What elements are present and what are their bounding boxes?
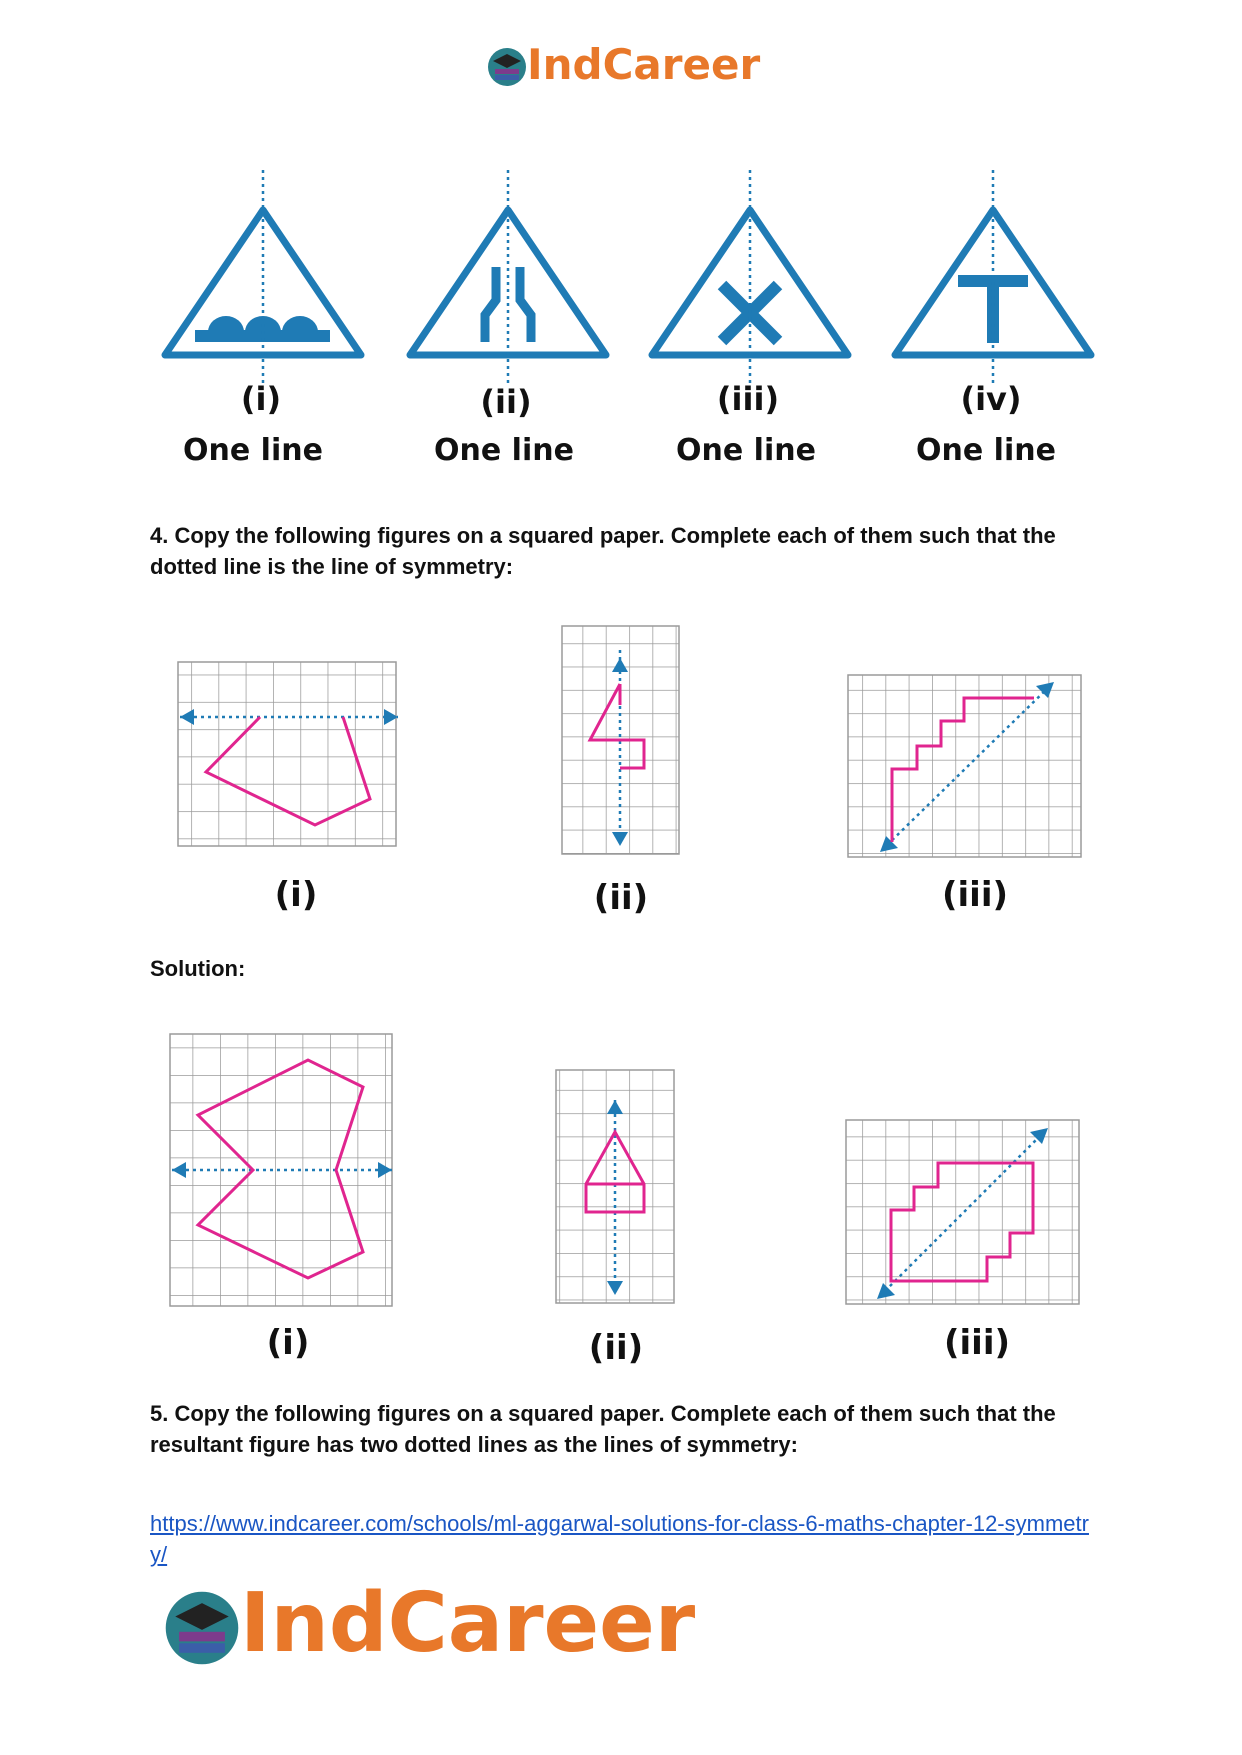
- sign-caption-i: One line: [183, 433, 323, 468]
- graduation-cap-icon: [485, 45, 529, 89]
- road-signs-svg: [150, 165, 1100, 375]
- sign-label-ii: (ii): [480, 383, 532, 421]
- solution-label-i: (i): [266, 1323, 310, 1363]
- question-5-text: 5. Copy the following figures on a squared paper. Complete each of them such that the resultant figure has two dotted lines as the lines of symmetry:: [150, 1401, 1056, 1457]
- road-signs-figure: [150, 165, 1100, 485]
- q4-label-ii: (ii): [593, 878, 649, 918]
- graduation-cap-icon: [160, 1586, 244, 1670]
- solution-label: Solution:: [150, 956, 246, 981]
- solution-figure-ii: [556, 1070, 674, 1303]
- solution-label-iii: (iii): [943, 1323, 1011, 1363]
- sign-label-iii: (iii): [716, 380, 780, 418]
- solution-figures: [0, 1020, 1242, 1320]
- solution-figure-iii: [846, 1120, 1079, 1304]
- sign-caption-ii: One line: [434, 433, 574, 468]
- q4-figure-i: [178, 662, 398, 846]
- q4-label-i: (i): [274, 875, 318, 915]
- q4-figure-ii: [562, 626, 679, 854]
- footer-logo: [160, 1576, 720, 1677]
- q4-label-iii: (iii): [941, 875, 1009, 915]
- solution-figure-i: [170, 1034, 392, 1306]
- footer-logo-text: IndCareer: [240, 1576, 696, 1671]
- sign-label-i: (i): [240, 380, 282, 418]
- q4-figure-iii: [848, 675, 1081, 857]
- logo-text: IndCareer: [527, 40, 761, 89]
- sign-label-iv: (iv): [960, 380, 1022, 418]
- sign-caption-iv: One line: [916, 433, 1056, 468]
- q4-figures: [0, 620, 1242, 880]
- sign-caption-iii: One line: [676, 433, 816, 468]
- footer-link[interactable]: https://www.indcareer.com/schools/ml-aggarwal-solutions-for-class-6-maths-chapter-12-symmetry/: [150, 1511, 1089, 1567]
- header-logo: [485, 42, 765, 92]
- solution-label-ii: (ii): [588, 1328, 644, 1368]
- question-4-text: 4. Copy the following figures on a squared paper. Complete each of them such that the dotted line is the line of symmetry:: [150, 523, 1056, 579]
